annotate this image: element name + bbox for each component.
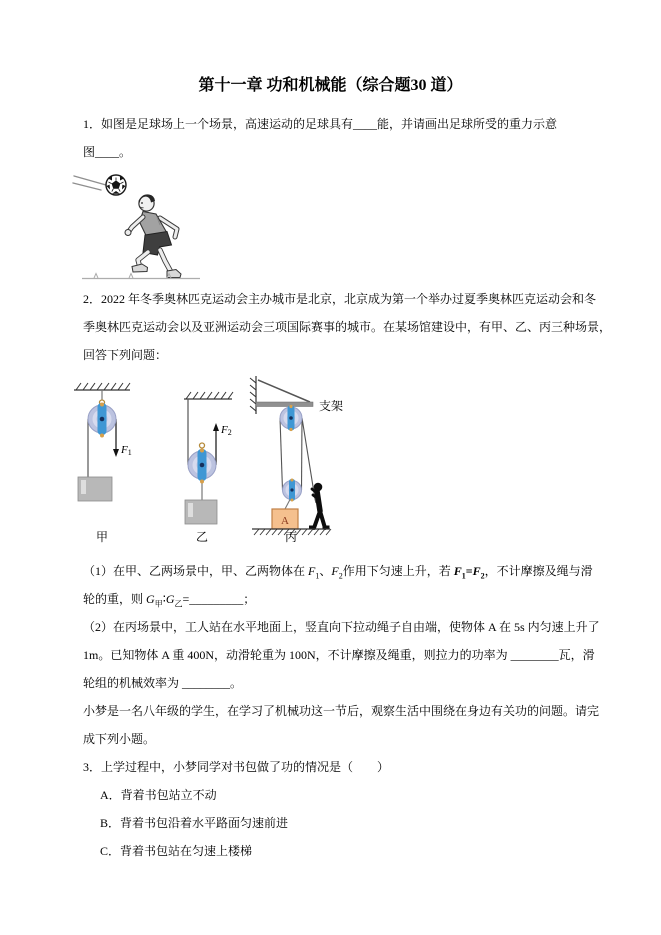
- block-a: [272, 509, 298, 529]
- soccer-kick-figure: [72, 172, 232, 284]
- force-f1-label: F1: [121, 444, 132, 457]
- pulley-wheel: [188, 449, 216, 484]
- fixed-pulley: [280, 405, 302, 431]
- arrow-up-icon: [213, 423, 219, 431]
- question-2: [83, 285, 661, 369]
- label-yi: 乙: [195, 530, 209, 544]
- block-a-label: A: [281, 515, 289, 527]
- bridge-paragraph-line-2: 成下列小题。: [83, 732, 156, 746]
- sub-question-2-line-3: 轮组的机械效率为 ________。: [83, 676, 243, 690]
- rope-strand-left: [280, 418, 283, 490]
- motion-lines: [73, 176, 106, 190]
- scene-bing-pulley-system: [250, 376, 343, 544]
- question-2-line-2: 季奥林匹克运动会以及亚洲运动会三项国际赛事的城市。在某场馆建设中，有甲、乙、丙三种场景，: [83, 320, 612, 334]
- sub-question-1-line-2: 轮的重，则 $G_甲∶G_乙=\_\_\_\_\_\_\_\_\_$；: [83, 592, 256, 609]
- pulley-scenes-figure: [72, 371, 372, 547]
- grass-ground: [82, 274, 200, 279]
- support-beam: [256, 402, 313, 407]
- ceiling-hatch: [186, 392, 233, 399]
- label-jia: 甲: [95, 530, 109, 544]
- scene-jia-fixed-pulley: [74, 383, 132, 544]
- pulley-wheel: [88, 403, 116, 438]
- question-2-line-3: 回答下列问题：: [83, 348, 168, 362]
- page-title: 第十一章 功和机械能（综合题30 道）: [198, 77, 463, 94]
- ceiling-hatch: [76, 383, 130, 390]
- question-3-option-a: A．背着书包站立不动: [100, 788, 217, 802]
- bridge-paragraph-line-1: 小梦是一名八年级的学生，在学习了机械功这一节后，观察生活中围绕在身边有关功的问题。请完: [83, 704, 600, 718]
- label-bing: 丙: [284, 530, 298, 544]
- force-f2-label: F2: [221, 424, 232, 437]
- question-1: [83, 110, 661, 166]
- question-3-option-c: C．背着书包站在匀速上楼梯: [100, 844, 253, 858]
- question-2-line-1: 2．2022 年冬季奥林匹克运动会主办城市是北京，北京成为第一个举办过夏季奥林匹克运动会和冬: [83, 292, 597, 306]
- weight-block-jia: [78, 477, 112, 501]
- sub-question-2-line-2: 1m。已知物体 A 重 400N，动滑轮重为 100N，不计摩擦及绳重，则拉力的功率为 ________瓦，滑: [83, 648, 595, 662]
- scene-yi-movable-pulley: [184, 392, 233, 544]
- questions-body: [83, 557, 661, 865]
- worker-figure: [309, 483, 330, 529]
- support-label: 支架: [319, 399, 344, 413]
- arrow-down-icon: [113, 449, 119, 457]
- rope-strand-right: [302, 418, 303, 490]
- question-1-line-1: 1．如图是足球场上一个场景，高速运动的足球具有____能，并请画出足球所受的重力示意: [83, 117, 558, 131]
- sub-question-2-line-1: （2）在丙场景中，工人站在水平地面上，竖直向下拉动绳子自由端，使物体 A 在 5s 内匀速上升了: [83, 620, 600, 634]
- wall-hatch: [250, 378, 256, 411]
- sub-question-1-line-1: （1）在甲、乙两场景中，甲、乙两物体在 $F_1$、$F_2$作用下匀速上升，若 $F_1=F_2$，不计摩擦及绳与滑: [83, 564, 593, 581]
- hook-link: [285, 500, 290, 510]
- player-figure: [125, 194, 181, 277]
- soccer-ball-icon: [106, 175, 126, 195]
- hook-icon: [200, 443, 205, 448]
- question-3-stem: 3．上学过程中，小梦同学对书包做了功的情况是（ ）: [83, 760, 390, 774]
- question-1-line-2: 图____。: [83, 145, 132, 159]
- weight-block-yi: [185, 500, 217, 524]
- support-strut: [258, 380, 310, 402]
- movable-pulley: [283, 479, 302, 502]
- question-3-option-b: B．背着书包沿着水平路面匀速前进: [100, 816, 289, 830]
